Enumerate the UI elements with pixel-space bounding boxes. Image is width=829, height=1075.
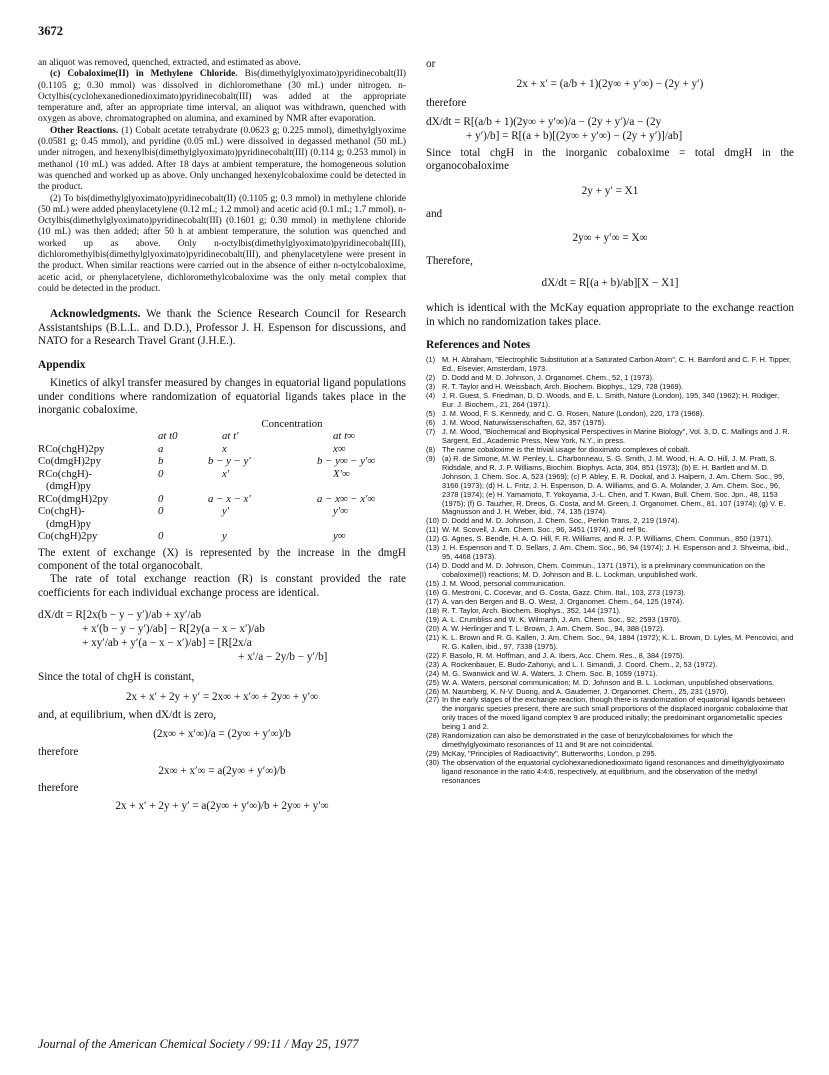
reference-number: (30): [426, 758, 440, 768]
t1-cell: x: [222, 442, 227, 455]
reference-text: A. Rockenbauer, E. Budo-Zahonyi, and L. I. Simandi, J. Coord. Chem., 2, 53 (1972).: [442, 659, 718, 669]
equation-line: dX/dt = R[2x(b − y − y′)/ab + xy′/ab: [38, 609, 202, 622]
reference-number: (17): [426, 596, 440, 606]
species-cell: RCo(dmgH)2py: [38, 492, 109, 505]
species-cell: Co(dmgH)2py: [38, 455, 101, 468]
reference-text: J. H. Espenson and T. D. Sellars, J. Am. Chem. Soc., 96, 94 (1974); J. H. Espenson and J. Shveima, ibid., 95, 4468 (1973).: [442, 543, 789, 562]
or-text: or: [426, 58, 436, 70]
species-cell: (dmgH)py: [46, 517, 91, 530]
reference-text: D. Dodd and M. D. Johnson, Chem. Commun., 1371 (1971), is a preliminary communication on the cobaloxime(I) reactions; M. D. Johnson and B. L. Lockman, unpublished work.: [442, 561, 766, 580]
reference-number: (9): [426, 453, 436, 463]
equation-dxdt-2a: dX/dt = R[(a/b + 1)(2y∞ + y′∞)/a − (2y + y′)/a − (2y: [426, 115, 662, 128]
table-row: [38, 530, 408, 543]
reference-text: K. L. Brown and R. G. Kallen, J. Am. Chem. Soc., 94, 1894 (1972); K. L. Brown, D. Lyles, M. Pencovici, and R. G. Kallen, ibid., 97, 7338 (1975).: [442, 632, 794, 651]
reference-item: [426, 696, 794, 732]
since-chgh-text: Since the total of chgH is constant,: [38, 671, 195, 684]
t0-cell: 0: [158, 467, 164, 480]
other-reactions-body-1: (1) Cobalt acetate tetrahydrate (0.0623 g; 0.225 mmol), dimethylglyoxime (0.0581 g; 0.45 mmol), and pyridine (0.05 mL) were dissolved in degassed methanol (50 mL) under nitrogen, and hexenylbis(dimethylglyoximato)pyridinecobalt(III) (0.114 g; 0.253 mmol) in methanol (10 mL) was added. After 18 days at ambient temperature, the homogeneous solution was quenched and worked up as above. Only unchanged hexenylcobaloxime could be detected in the product.: [38, 125, 407, 193]
reference-text: J. M. Wood, "Biochemical and Biophysical Perspectives in Marine Biology", Vol. 3, D. C. Mallings and J. R. Sargent, Ed., Academic Press, New York, N.Y., in press.: [442, 426, 790, 445]
paragraph-c: [38, 69, 406, 125]
tinf-cell: X′∞: [333, 467, 350, 480]
equation-line: + x′(b − y − y′)/ab] − R[2y(a − x − x′)/ab: [82, 623, 265, 636]
reference-text: The name cobaloxime is the trivial usage for dioximato complexes of cobalt.: [442, 444, 690, 454]
col-tinf: at t∞: [333, 430, 355, 443]
right-column: [426, 58, 794, 786]
reference-text: R. T. Taylor and H. Weissbach, Arch. Biochem. Biophys., 129, 728 (1969).: [442, 382, 684, 392]
reference-number: (15): [426, 579, 440, 589]
equation-2x-plus-xprime: 2x + x′ = (a/b + 1)(2y∞ + y′∞) − (2y + y′): [516, 78, 704, 91]
page-number: 3672: [38, 24, 63, 38]
reference-number: (6): [426, 417, 436, 427]
reference-text: R. T. Taylor, Arch. Biochem. Biophys., 352, 144 (1971).: [442, 605, 621, 615]
reference-text: W. A. Waters, personal communication; M. D. Johnson and B. L. Lockman, unpublished observations.: [442, 677, 775, 687]
reference-number: (21): [426, 632, 440, 642]
reference-item: [426, 392, 794, 410]
equation-xinf-right: 2y∞ + y′∞ = X∞: [572, 232, 648, 245]
equation-line: + x′/a − 2y/b − y′/b]: [238, 651, 328, 664]
reference-number: (26): [426, 686, 440, 696]
reference-item: [426, 634, 794, 652]
reference-text: Randomization can also be demonstrated in the case of benzylcobaloximes for which the dimethylglyoximato resonances of 11 and 9t are not coincidental.: [442, 731, 733, 750]
therefore-text-4: Therefore,: [426, 255, 473, 268]
reference-number: (3): [426, 382, 436, 392]
reference-number: (11): [426, 525, 439, 535]
reference-item: [426, 428, 794, 446]
reference-text: M. Naumberg, K. N-V. Duong, and A. Gaudemer, J. Organomet. Chem., 25, 231 (1970).: [442, 686, 729, 696]
reference-item: [426, 356, 794, 374]
mckay-text: which is identical with the McKay equation appropriate to the exchange reaction in which no randomization takes place.: [426, 302, 794, 328]
rate-paragraph: The rate of total exchange reaction (R) is constant provided the rate coefficients for each individual exchange process are identical.: [38, 573, 406, 599]
reference-text: J. M. Wood, personal communication.: [442, 579, 566, 589]
reference-text: G. Mestroni, C. Cocevar, and G. Costa, Gazz. Chim. Ital., 103, 273 (1973).: [442, 588, 686, 598]
table-row: [38, 468, 408, 481]
and-text: and: [426, 207, 443, 220]
col-t0: at t0: [158, 430, 178, 443]
equation-total-chgh: 2x + x′ + 2y + y′ = 2x∞ + x′∞ + 2y∞ + y′∞: [125, 690, 319, 703]
reference-number: (14): [426, 561, 440, 571]
species-cell: Co(chgH)2py: [38, 530, 98, 543]
reference-item: [426, 455, 794, 518]
reference-text: (a) R. de Simone, M. W. Penley, L. Charbonneau, S. G. Smith, J. M. Wood, H. A. O. Hill, J. M. Pratt, S. Ridsdale, and R. J. P. Williams, Biochim. Biophys. Acta, 304, 851 (1973); (b) E. H. Bartlett and M. D. Johnson, J. Chem. Soc. A, 523 (1969); (c) P. Abley, E. R. Dockal, and J. Halpern, J. Am. Chem. Soc., 95, 3166 (1973); (d) H. L. Fritz, J. H. Espenson, D. A. Williams, and G. A. Molander, J. Am. Chem. Soc., 96, 2378 (1974); (e) H. Yamamoto, T. Yokoyama, J.-L. Chen, and T. Kwan, Bull. Chem. Soc. Jpn., 48, 1153 (1975); (f) G. Tauzher, R. Dreos, G. Costa, and M. Green, J. Organomet. Chem., 81, 107 (1974); (g) V. E. Magnusson and J. H. Weber, ibid., 74, 135 (1974).: [442, 453, 786, 517]
reference-text: M. G. Swanwick and W. A. Waters, J. Chem. Soc. B, 1059 (1971).: [442, 668, 658, 678]
reference-text: A. van den Bergen and B. O. West, J. Organomet. Chem., 64, 125 (1974).: [442, 596, 685, 606]
reference-text: F. Basolo, R. M. Hoffman, and J. A. Ibers, Acc. Chem. Res., 8, 384 (1975).: [442, 650, 685, 660]
reference-text: M. H. Abraham, "Electrophilic Substitution at a Saturated Carbon Atom", C. H. Bamford and C. F. H. Tipper, Ed., Elsevier, Amsterdam, 1973.: [442, 355, 792, 374]
species-cell: Co(chgH)-: [38, 505, 85, 518]
therefore-text-2: therefore: [38, 781, 79, 794]
tinf-cell: y′∞: [333, 505, 348, 518]
reference-number: (24): [426, 668, 440, 678]
t1-cell: a − x − x′: [208, 492, 251, 505]
tinf-cell: x∞: [333, 442, 346, 455]
reference-number: (2): [426, 373, 436, 383]
table-row: [38, 518, 408, 531]
concentration-header: Concentration: [261, 417, 323, 430]
reference-number: (5): [426, 408, 436, 418]
equation-equilibrium: (2x∞ + x′∞)/a = (2y∞ + y′∞)/b: [153, 728, 291, 741]
reference-text: McKay, "Principles of Radioactivity", Butterworths, London, p 295.: [442, 749, 657, 759]
reference-item: [426, 759, 794, 786]
reference-number: (4): [426, 391, 436, 401]
acknowledgments: [38, 308, 406, 348]
reference-text: J. M. Wood, Naturwissenschaften, 62, 357 (1975).: [442, 417, 607, 427]
tinf-cell: y∞: [333, 530, 346, 543]
species-cell: RCo(chgH)-: [38, 467, 92, 480]
table-row: [38, 443, 408, 456]
reference-number: (13): [426, 543, 440, 553]
extent-paragraph: The extent of exchange (X) is represented by the increase in the dmgH component of the total organocobalt.: [38, 546, 406, 573]
t1-cell: x′: [222, 467, 230, 480]
reference-number: (25): [426, 677, 440, 687]
other-reactions-title: Other Reactions.: [50, 125, 119, 136]
appendix-intro: Kinetics of alkyl transfer measured by changes in equatorial ligand populations under conditions where randomization of equatorial ligands takes place in the inorganic cobaloxime.: [38, 377, 406, 417]
reference-text: W. M. Scovell, J. Am. Chem. Soc., 96, 3451 (1974), and ref 9c.: [442, 525, 648, 535]
reference-text: J. M. Wood, F. S. Kennedy, and C. G. Rosen, Nature (London), 220, 173 (1968).: [442, 408, 705, 418]
tinf-cell: a − x∞ − x′∞: [317, 492, 376, 505]
appendix-heading: Appendix: [38, 359, 86, 372]
species-cell: RCo(chgH)2py: [38, 442, 105, 455]
t1-cell: y: [222, 530, 227, 543]
equation-dxdt: [38, 608, 406, 664]
intro-paragraph: an aliquot was removed, quenched, extracted, and estimated as above.: [38, 58, 301, 68]
table-row: [38, 480, 408, 493]
reference-number: (1): [426, 355, 436, 365]
left-column: [38, 58, 406, 813]
t0-cell: b: [158, 455, 164, 468]
reference-item: [426, 562, 794, 580]
t0-cell: 0: [158, 530, 164, 543]
reference-text: J. R. Guest, S. Friedman, D. D. Woods, and E. L. Smith, Nature (London), 195, 340 (1962); H. Rüdiger, Eur. J. Biochem., 21, 264 (1971).: [442, 391, 780, 410]
paragraph-c-title: (c) Cobaloxime(II) in Methylene Chloride.: [50, 69, 238, 80]
equilibrium-text: and, at equilibrium, when dX/dt is zero,: [38, 708, 217, 721]
acknowledgments-title: Acknowledgments.: [50, 308, 141, 321]
reference-number: (19): [426, 614, 440, 624]
reference-item: [426, 544, 794, 562]
reference-number: (7): [426, 426, 436, 436]
paragraph-c-body: Bis(dimethylglyoximato)pyridinecobalt(II) (0.1105 g; 0.30 mmol) was dissolved in dichloromethane (30 mL) under nitrogen. n-Octylbis(cyclohexanedionedioximato)pyridinecobalt(III) was added at the appropriate temperature and, after an appropriate time interval, an aliquot was withdrawn, quenched with oxygen as above, chromatographed on alumina, and examined by NMR after evaporation.: [38, 69, 406, 125]
reference-number: (12): [426, 534, 440, 544]
reference-text: D. Dodd and M. D. Johnson, J. Chem. Soc., Perkin Trans. 2, 219 (1974).: [442, 516, 680, 526]
tinf-cell: b − y∞ − y′∞: [317, 455, 376, 468]
reference-text: A. W. Herlinger and T. L. Brown, J. Am. Chem. Soc., 94, 388 (1972).: [442, 623, 665, 633]
reference-number: (28): [426, 731, 440, 741]
reference-text: A. L. Crumbliss and W. K. Wilmarth, J. Am. Chem. Soc., 92, 2593 (1970).: [442, 614, 682, 624]
reference-number: (20): [426, 623, 440, 633]
reference-number: (18): [426, 605, 440, 615]
reference-number: (10): [426, 516, 440, 526]
reference-number: (29): [426, 749, 440, 759]
reference-text: In the early stages of the exchange reaction, though there is randomization of equatorial ligands between the inorganic species present, there are such small proportions of the displaced inorganic cobaloxime that only traces of the mixed ligand complex 9 are produced initially; the predominant organometallic species being 1 and 2.: [442, 695, 788, 732]
other-reactions-body-2: (2) To bis(dimethylglyoximato)pyridinecobalt(II) (0.1105 g; 0.3 mmol) in methylene chloride (50 mL) were added phenylacetylene (0.12 mL; 1.2 mmol) and acetic acid (0.1 mL; 1.7 mmol). n-Octylbis(dimethylglyoximato)pyridinecobalt(III) (0.1601 g; 0.30 mmol) in methylene chloride (10 mL) was then added; after 50 h at ambient temperature, the solution was quenched and worked up as above. Only n-octylbis(dimethylglyoximato)pyridinecobalt(III), dichloromethylbis(dimethylglyoximato)pyridinecobalt(III), and phenylacetylene were present in the product. When similar reactions were carried out in the absence of either n-octylcobaloxime, acetic acid, or phenylacetylene, dichloromethylcobaloxime was the only metal complex that could be detected in the product.: [38, 193, 406, 294]
table-row: [38, 455, 408, 468]
t0-cell: 0: [158, 505, 164, 518]
reference-number: (27): [426, 695, 440, 705]
reference-number: (23): [426, 659, 440, 669]
t1-cell: b − y − y′: [208, 455, 251, 468]
reference-text: The observation of the equatorial cyclohexanedionedioximato ligand resonances and dimethylglyoximato ligand resonance in the ratio 4:4:6, respectively, at equilibrium, and the observation of the methyl resonances: [442, 758, 785, 786]
equation-mckay: dX/dt = R[(a + b)/ab][X − X1]: [541, 277, 679, 290]
t0-cell: 0: [158, 492, 164, 505]
acknowledgments-body: We thank the Science Research Council for Research Assistantships (B.L.L. and D.D.), Professor J. H. Espenson for discussions, and NATO for a Research Travel Grant (J.H.E.).: [38, 308, 406, 348]
reference-number: (8): [426, 444, 436, 454]
concentration-table: [38, 418, 408, 543]
references-list: [426, 356, 794, 786]
other-reactions-paragraph: [38, 126, 406, 194]
therefore-text-1: therefore: [38, 746, 79, 759]
table-row: [38, 505, 408, 518]
reference-text: G. Agnes, S. Bendle, H. A. O. Hill, F. R. Williams, and R. J. P. Williams, Chem. Commun., 850 (1971).: [442, 534, 773, 544]
equation-sum: 2x + x′ + 2y + y′ = a(2y∞ + y′∞)/b + 2y∞ + y′∞: [115, 799, 329, 812]
t1-cell: y′: [222, 505, 230, 518]
since-total-text: Since total chgH in the inorganic cobaloxime = total dmgH in the organocobaloxime: [426, 146, 794, 173]
reference-item: [426, 732, 794, 750]
equation-dxdt-2b: + y′)/b] = R[(a + b)[(2y∞ + y′∞) − (2y + y′)]/ab]: [466, 129, 683, 142]
reference-text: D. Dodd and M. D. Johnson, J. Organomet. Chem., 52, 1 (1973).: [442, 373, 654, 383]
reference-number: (22): [426, 650, 440, 660]
journal-footer: Journal of the American Chemical Society / 99:11 / May 25, 1977: [38, 1037, 359, 1051]
t0-cell: a: [158, 442, 164, 455]
equation-x1: 2y + y′ = X1: [581, 184, 639, 197]
col-t1: at t′: [222, 430, 239, 443]
table-row: [38, 493, 408, 506]
reference-number: (16): [426, 588, 440, 598]
references-heading: References and Notes: [426, 339, 531, 352]
equation-xinf: 2x∞ + x′∞ = a(2y∞ + y′∞)/b: [158, 764, 286, 777]
species-cell: (dmgH)py: [46, 480, 91, 493]
equation-line: + xy′/ab + y′(a − x − x′)/ab] = [R[2x/a: [82, 637, 252, 650]
therefore-text-3: therefore: [426, 97, 467, 110]
